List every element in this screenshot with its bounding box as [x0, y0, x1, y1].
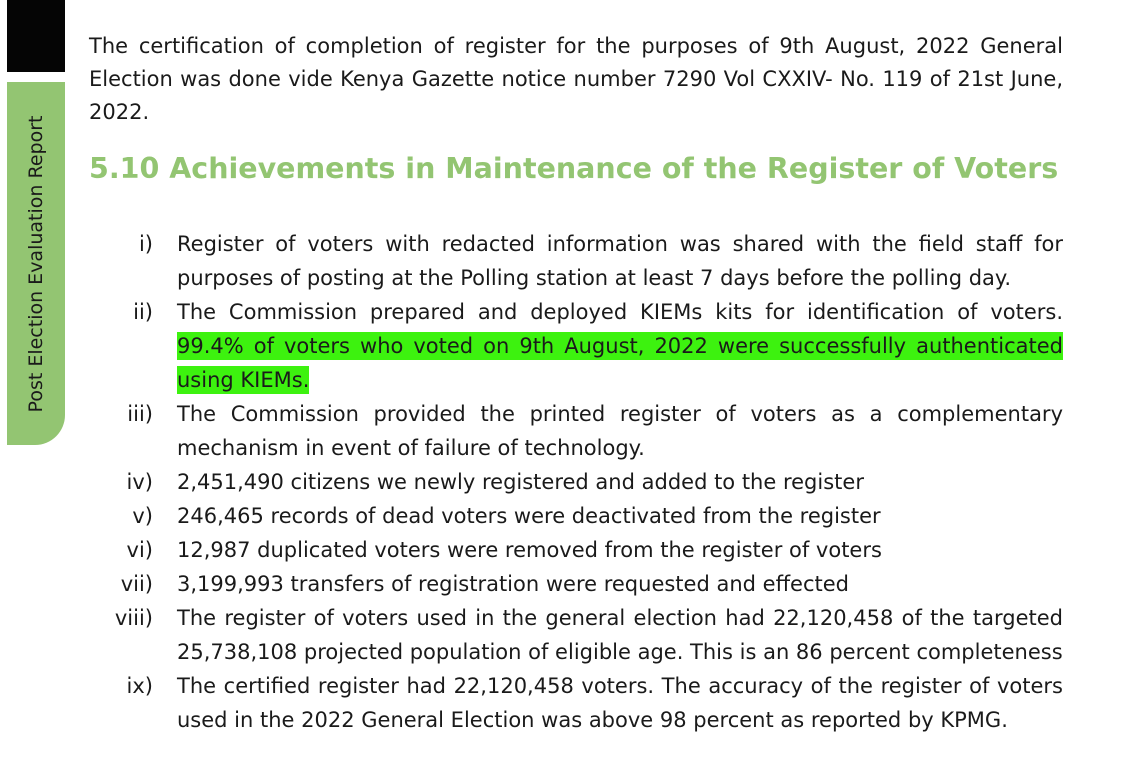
list-item-number: ix): [126, 674, 153, 698]
list-item-number: iii): [127, 402, 153, 426]
list-item-text: 12,987 duplicated voters were removed from the register of voters: [177, 538, 882, 562]
list-item-number: i): [138, 232, 153, 256]
section-heading: 5.10 Achievements in Maintenance of the Register of Voters: [89, 152, 1059, 185]
list-item: [89, 499, 1063, 533]
list-item: [89, 295, 1063, 397]
list-item: [89, 397, 1063, 465]
list-item-text: The register of voters used in the general election had 22,120,458 of the targeted 25,738,108 projected population of eligible age. This is an 86 percent completeness: [177, 606, 1063, 664]
list-item-text: [177, 295, 1063, 397]
list-item: [89, 669, 1063, 737]
list-item: [89, 567, 1063, 601]
list-item-number: vi): [126, 538, 153, 562]
list-item-number: iv): [126, 470, 153, 494]
list-item-text: The Commission provided the printed register of voters as a complementary mechanism in event of failure of technology.: [177, 402, 1063, 460]
sidebar-tab: [7, 82, 65, 445]
sidebar-label: Post Election Evaluation Report: [25, 115, 47, 412]
highlighted-text: 99.4% of voters who voted on 9th August, 2022 were successfully authenticated using KIEMs.: [177, 334, 1063, 392]
list-item-number: vii): [120, 572, 153, 596]
list-item-text: 3,199,993 transfers of registration were requested and effected: [177, 572, 849, 596]
list-item-number: viii): [114, 606, 153, 630]
list-item-text: 2,451,490 citizens we newly registered and added to the register: [177, 470, 864, 494]
black-tab-block: [7, 0, 65, 72]
intro-paragraph: The certification of completion of register for the purposes of 9th August, 2022 General Election was done vide Kenya Gazette notice number 7290 Vol CXXIV- No. 119 of 21st June, 2022.: [89, 34, 1063, 124]
page-content: [89, 30, 1063, 737]
list-item: [89, 465, 1063, 499]
list-item-text: The certified register had 22,120,458 voters. The accuracy of the register of voters used in the 2022 General Election was above 98 percent as reported by KPMG.: [177, 674, 1063, 732]
achievements-list: [89, 227, 1063, 737]
list-item-number: v): [132, 504, 153, 528]
list-item-text: 246,465 records of dead voters were deactivated from the register: [177, 504, 881, 528]
list-item: [89, 227, 1063, 295]
list-item: [89, 533, 1063, 567]
list-item-text-part: The Commission prepared and deployed KIEMs kits for identification of voters.: [177, 300, 1063, 324]
list-item-text: Register of voters with redacted information was shared with the field staff for purposes of posting at the Polling station at least 7 days before the polling day.: [177, 232, 1063, 290]
list-item-number: ii): [133, 300, 153, 324]
list-item: [89, 601, 1063, 669]
